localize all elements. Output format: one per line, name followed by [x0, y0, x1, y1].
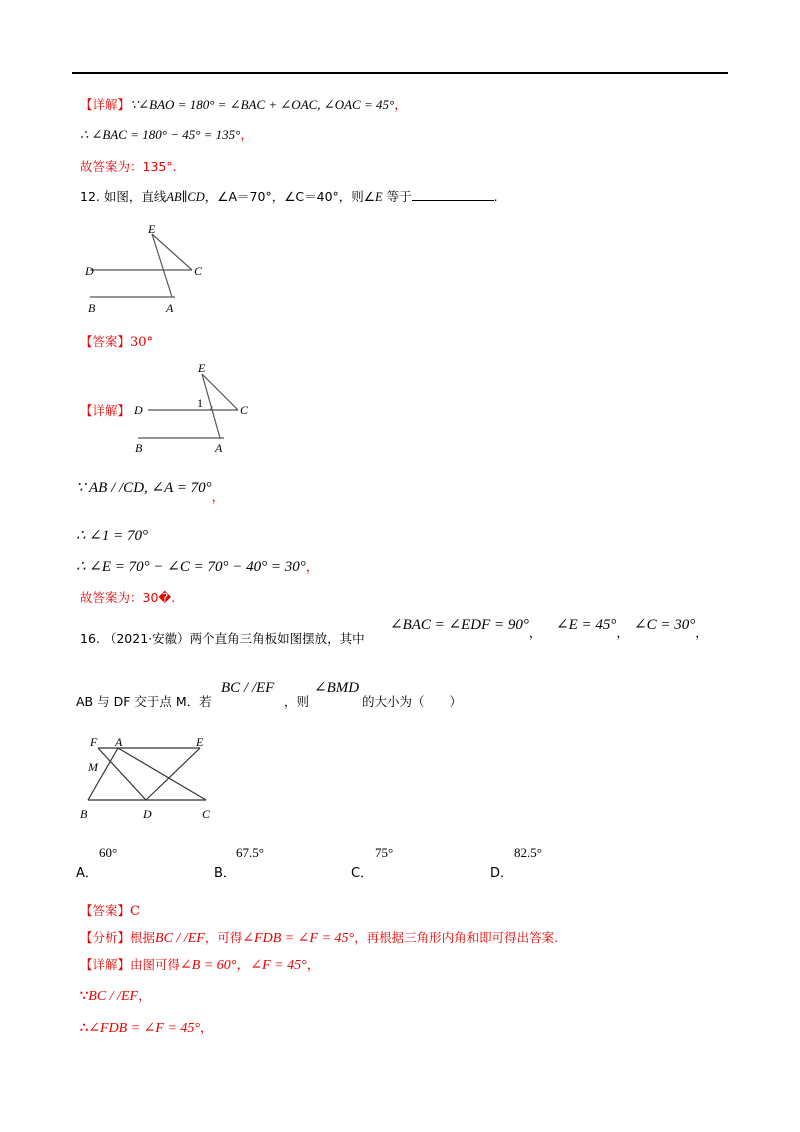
q12-end: . — [493, 189, 498, 204]
a16-d2-tail: ， — [138, 989, 152, 1004]
q12-answer-blank — [412, 188, 494, 201]
a12-label-c: C — [240, 403, 249, 417]
option-a-value: 60° — [99, 845, 118, 860]
a16-line2 — [80, 988, 151, 1006]
q16-stem: 16. （2021·安徽）两个直角三角板如图摆放，其中 — [80, 631, 365, 646]
q16-sep3: ， — [695, 625, 708, 640]
q16-m1: ∠BAC = ∠EDF = 90° — [390, 617, 529, 633]
answer-tag: 【答案】 — [80, 903, 131, 918]
q16-line-fd — [98, 748, 146, 800]
a16-an2: ，可得 — [204, 930, 243, 945]
q16-label-c: C — [202, 807, 211, 821]
a12-answer-value: 30° — [130, 335, 154, 350]
p1-eq2: ∴ ∠BAC = 180° − 45° = 135° — [80, 127, 241, 142]
a12-step2-math: ∴ ∠1 = 70° — [76, 528, 148, 544]
q12-label-e: E — [148, 222, 156, 236]
q16-line2-b: ，则 — [284, 694, 310, 709]
analysis-tag: 【分析】 — [80, 930, 131, 945]
a16-an-m2: ∠FDB = ∠F = 45° — [242, 931, 355, 946]
option-a-letter: A． — [76, 866, 98, 881]
a16-d1-math: ∠B = 60°，∠F = 45° — [180, 958, 307, 973]
q16-m5: ∠BMD — [314, 680, 360, 696]
q12-label-b: B — [88, 301, 96, 315]
q16-m4: BC / /EF — [221, 680, 275, 696]
a12-step1-tail: ， — [211, 490, 225, 505]
q12-angles: ，∠A＝70°，∠C＝40°，则∠ — [204, 189, 375, 204]
a12-detail — [80, 402, 130, 421]
because-symbol: ∵ — [80, 989, 89, 1004]
therefore-symbol: ∴ — [80, 1021, 89, 1036]
p1-line2 — [80, 126, 253, 145]
q16-label-e: E — [196, 735, 204, 749]
a16-answer — [80, 902, 140, 921]
q16-figure — [76, 730, 226, 826]
a12-step2 — [76, 527, 148, 546]
q16-sep1: ， — [528, 625, 542, 640]
a16-detail — [80, 956, 320, 975]
q12-parallel: AB∥CD — [166, 190, 205, 204]
q12-stem — [80, 188, 498, 206]
p1-eq1-tail: ， — [394, 98, 408, 113]
q12-label-c: C — [194, 264, 203, 278]
header-rule — [72, 72, 728, 74]
a12-step1-math: ∵ AB / /CD, ∠A = 70° — [76, 480, 212, 496]
q16-sep2: ， — [616, 625, 629, 640]
p1-answer-line: 故答案为：135°. — [80, 159, 177, 174]
a12-label-d: D — [134, 403, 143, 417]
option-d-letter: D． — [490, 866, 514, 881]
option-b-letter: B． — [214, 866, 236, 881]
a12-label-a: A — [215, 441, 223, 455]
a16-an-m1: BC / /EF — [155, 931, 205, 946]
a12-step3-math: ∴ ∠E = 70° − ∠C = 70° − 40° = 30° — [76, 559, 306, 575]
a12-label-1: 1 — [197, 396, 203, 410]
q12-figure — [80, 222, 230, 322]
detail-tag: 【详解】 — [80, 957, 131, 972]
a16-answer-value: C — [130, 904, 140, 919]
a16-analysis — [80, 929, 558, 948]
q16-label-m: M — [88, 760, 98, 774]
a16-d3-math: ∠FDB = ∠F = 45° — [88, 1021, 201, 1036]
q16-line2-math1 — [221, 679, 274, 698]
a12-step3-tail: ， — [305, 560, 319, 575]
q16-label-b: B — [80, 807, 88, 821]
a16-d2-math: BC / /EF — [88, 989, 139, 1004]
q16-line2 — [76, 693, 212, 711]
a12-answer — [80, 333, 153, 352]
a12-label-e: E — [198, 362, 206, 375]
q16-math-row — [390, 616, 542, 640]
a12-step3 — [76, 558, 319, 577]
option-c-value: 75° — [375, 845, 394, 860]
a16-an3: ，再根据三角形内角和即可得出答案. — [354, 930, 559, 945]
q12-e: E — [375, 190, 383, 204]
detail-tag: 【详解】 — [80, 403, 131, 418]
q16-l2a: AB 与 DF 交于点 M．若 — [76, 694, 212, 709]
a16-d1: 由图可得 — [130, 957, 181, 972]
a12-figure — [130, 362, 260, 458]
q12-stem-text: 12. 如图，直线 — [80, 189, 167, 204]
q16-math-row2 — [556, 616, 629, 640]
q16-math-row3 — [634, 616, 708, 640]
p1-detail-line — [80, 96, 407, 115]
q12-label-a: A — [166, 301, 174, 315]
q16-m2: ∠E = 45° — [556, 617, 617, 633]
a12-final: 故答案为：30�. — [80, 590, 176, 605]
q12-ask: 等于 — [382, 189, 412, 204]
a16-an1: 根据 — [130, 930, 156, 945]
p1-eq1: ∵∠BAO = 180° = ∠BAC + ∠OAC, ∠OAC = 45° — [130, 97, 395, 112]
p1-eq2-tail: ， — [240, 128, 254, 143]
a12-step1 — [76, 479, 225, 505]
a12-label-b: B — [135, 441, 143, 455]
q16-label-d: D — [143, 807, 152, 821]
a16-line3 — [80, 1020, 213, 1038]
option-c-letter: C． — [351, 866, 374, 881]
q16-m3: ∠C = 30° — [634, 617, 696, 633]
q16-line-ba — [88, 748, 118, 800]
q16-line2-c: 的大小为（ ） — [362, 694, 463, 709]
option-b-value: 67.5° — [236, 845, 264, 860]
a16-d1-tail: ， — [306, 958, 320, 973]
q12-label-d: D — [85, 264, 94, 278]
detail-tag: 【详解】 — [80, 97, 131, 112]
q16-label-f: F — [90, 735, 98, 749]
q16-line2-math2 — [314, 679, 359, 698]
a16-d3-tail: ， — [200, 1021, 214, 1036]
answer-tag: 【答案】 — [80, 334, 131, 349]
option-d-value: 82.5° — [514, 845, 542, 860]
q16-line-ac — [118, 748, 206, 800]
q16-label-a: A — [115, 735, 123, 749]
